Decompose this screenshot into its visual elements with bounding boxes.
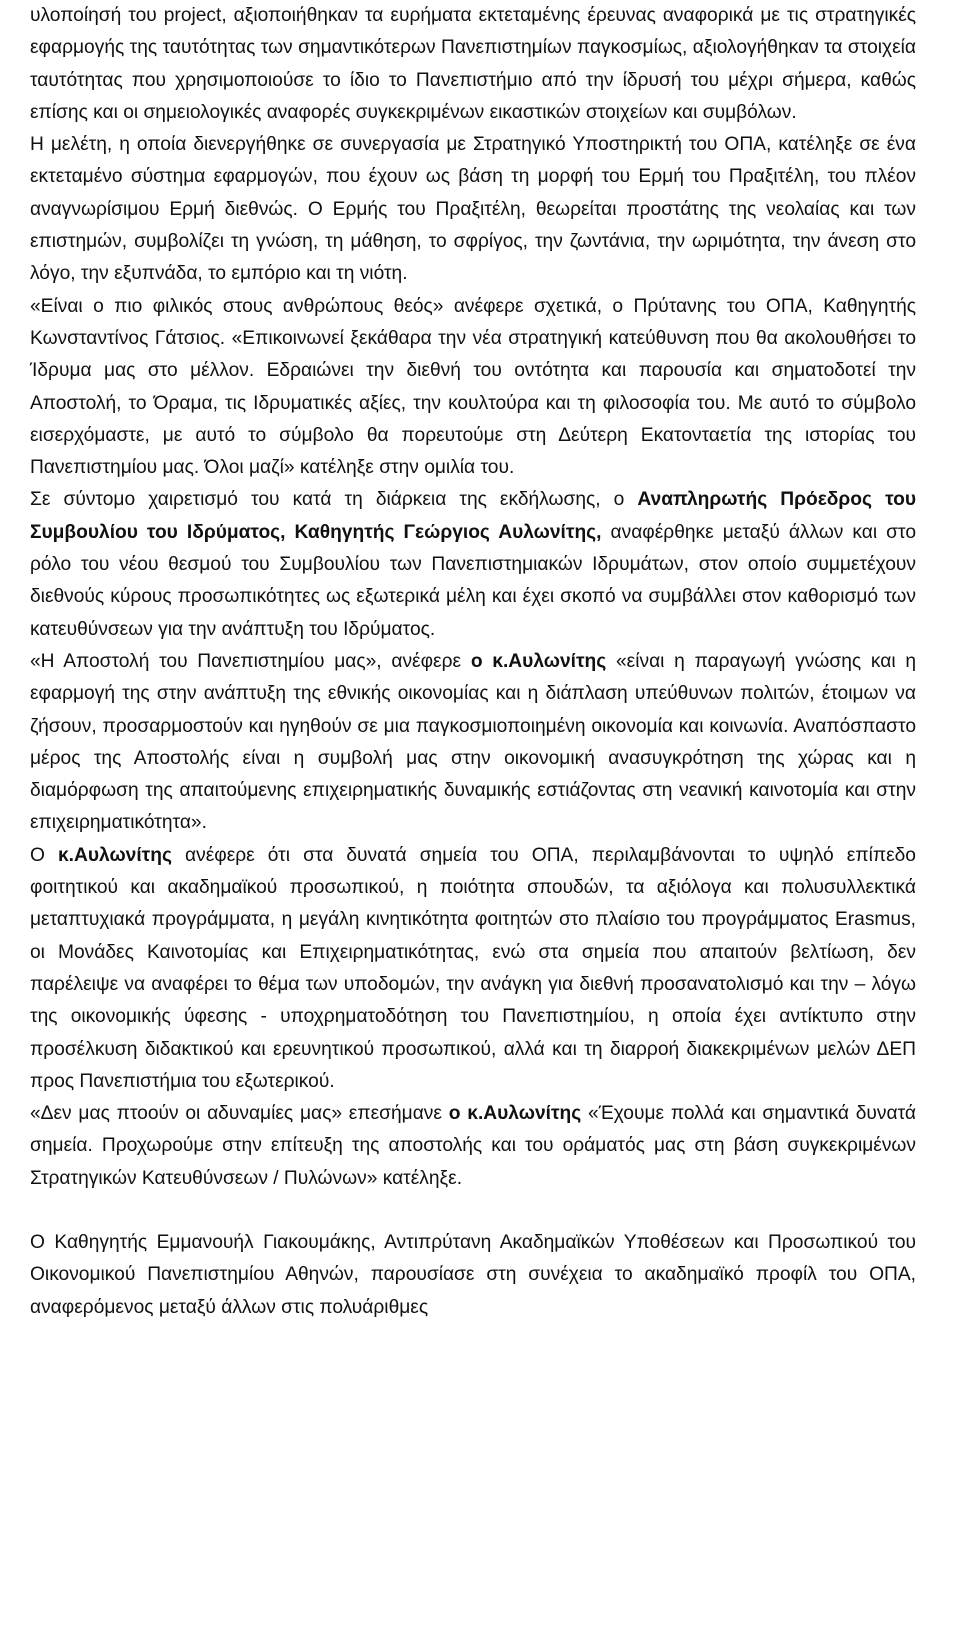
text-run: «Η Αποστολή του Πανεπιστημίου μας», ανέφερε — [30, 650, 471, 672]
bold-name: ο κ.Αυλωνίτης — [448, 1103, 582, 1125]
paragraph-strengths — [30, 840, 916, 1098]
bold-name: ο κ.Αυλωνίτης — [470, 650, 607, 672]
text-run: «είναι η παραγωγή γνώσης και η εφαρμογή της στην ανάπτυξη της εθνικής οικονομίας και η διάπλαση υπεύθυνων πολιτών, έτοιμων να ζήσουν, προσαρμοστούν και ηγηθούν σε μια παγκοσμιοποιημένη οικονομία και κοινωνία. Αναπόσπαστο μέρος της Αποστολής είναι η συμβολή μας στην οικονομική ανασυγκρότηση της χώρας και η διαμόρφωση της απαιτούμενης επιχειρηματικής δυναμικής εστιάζοντας στη νεανική καινοτομία και στην επιχειρηματικότητα». — [30, 650, 917, 834]
paragraph-project-study: υλοποίησή του project, αξιοποιήθηκαν τα ευρήματα εκτεταμένης έρευνας αναφορικά με τις στρατηγικές εφαρμογής της ταυτότητας των σημαντικότερων Πανεπιστημίων παγκοσμίως, αξιολογήθηκαν τα στοιχεία ταυτότητας που χρησιμοποιούσε το ίδιο το Πανεπιστήμιο από την ίδρυσή του μέχρι σήμερα, καθώς επίσης και οι σημειολογικές αναφορές συγκεκριμένων εικαστικών στοιχείων και συμβόλων. — [30, 5, 916, 123]
text-run: Σε σύντομο χαιρετισμό του κατά τη διάρκεια της εκδήλωσης, ο — [30, 489, 638, 511]
text-run: αναφέρθηκε μεταξύ άλλων και στο ρόλο του νέου θεσμού του Συμβουλίου των Πανεπιστημιακών Ιδρυμάτων, στον οποίο συμμετέχουν διεθνούς κύρους προσωπικότητες ως εξωτερικά μέλη και έχει σκοπό να συμβάλλει στον καθορισμό των κατευθύνσεων για την ανάπτυξη του Ιδρύματος. — [30, 521, 916, 640]
paragraph-hermes-study: Η μελέτη, η οποία διενεργήθηκε σε συνεργασία με Στρατηγικό Υποστηρικτή του ΟΠΑ, κατέληξε σε ένα εκτεταμένο σύστημα εφαρμογών, που έχουν ως βάση τη μορφή του Ερμή του Πραξιτέλη, του πλέον αναγνωρίσιμου Ερμή διεθνώς. Ο Ερμής του Πραξιτέλη, θεωρείται προστάτης της νεολαίας και των επιστημών, συμβολίζει τη γνώση, τη μάθηση, το σφρίγος, την ζωντάνια, την ωριμότητα, την άνεση στο λόγο, την εξυπνάδα, το εμπόριο και τη νιότη. — [30, 134, 916, 285]
paragraph-vice-rector: Ο Καθηγητής Εμμανουήλ Γιακουμάκης, Αντιπρύτανη Ακαδημαϊκών Υποθέσεων και Προσωπικού του Οικονομικού Πανεπιστημίου Αθηνών, παρουσίασε στη συνέχεια το ακαδημαϊκό προφίλ του ΟΠΑ, αναφερόμενος μεταξύ άλλων στις πολυάριθμες — [30, 1231, 916, 1318]
paragraph-council-vice-president — [30, 484, 916, 645]
text-run: Ο — [30, 844, 58, 866]
bold-name: Αναπληρωτής Πρόεδρος του Συμβουλίου του Ιδρύματος, Καθηγητής Γεώργιος Αυλωνίτης, — [30, 489, 916, 543]
paragraph-rector-quote: «Είναι ο πιο φιλικός στους ανθρώπους θεός» ανέφερε σχετικά, ο Πρύτανης του ΟΠΑ, Καθηγητής Κωνσταντίνος Γάτσιος. «Επικοινωνεί ξεκάθαρα την νέα στρατηγική κατεύθυνση που θα ακολουθήσει το Ίδρυμα μας στο μέλλον. Εδραιώνει την διεθνή του οντότητα και παρουσία και σηματοδοτεί την Αποστολή, το Όραμα, τις Ιδρυματικές αξίες, την κουλτούρα και τη φιλοσοφία του. Με αυτό το σύμβολο εισερχόμαστε, με αυτό το σύμβολο θα πορευτούμε στη Δεύτερη Εκατονταετία της ιστορίας του Πανεπιστημίου μας. Όλοι μαζί» κατέληξε στην ομιλία του. — [30, 295, 916, 479]
text-run: «Δεν μας πτοούν οι αδυναμίες μας» επεσήμανε — [30, 1103, 449, 1125]
paragraph-mission-quote — [30, 646, 916, 840]
bold-name: κ.Αυλωνίτης — [57, 844, 172, 866]
text-run: «Έχουμε πολλά και σημαντικά δυνατά σημεία. Προχωρούμε στην επίτευξη της αποστολής και του οράματός μας στη βάση συγκεκριμένων Στρατηγικών Κατευθύνσεων / Πυλώνων» κατέληξε. — [30, 1103, 917, 1189]
paragraph-weaknesses-quote — [30, 1098, 916, 1195]
paragraph-spacer — [30, 1195, 916, 1227]
text-run: ανέφερε ότι στα δυνατά σημεία του ΟΠΑ, περιλαμβάνονται το υψηλό επίπεδο φοιτητικού και ακαδημαϊκού προσωπικού, η ποιότητα σπουδών, τα αξιόλογα και πολυσυλλεκτικά μεταπτυχιακά προγράμματα, η μεγάλη κινητικότητα φοιτητών στο πλαίσιο του προγράμματος Erasmus, οι Μονάδες Καινοτομίας και Επιχειρηματικότητας, ενώ στα σημεία που απαιτούν βελτίωση, δεν παρέλειψε να αναφέρει το θέμα των υποδομών, την ανάγκη για διεθνή προσανατολισμό και την – λόγω της οικονομικής ύφεσης - υποχρηματοδότηση του Πανεπιστημίου, η οποία έχει αντίκτυπο στην προσέλκυση διδακτικού και ερευνητικού προσωπικού, αλλά και τη διαρροή διακεκριμένων μελών ΔΕΠ προς Πανεπιστήμια του εξωτερικού. — [30, 844, 916, 1092]
